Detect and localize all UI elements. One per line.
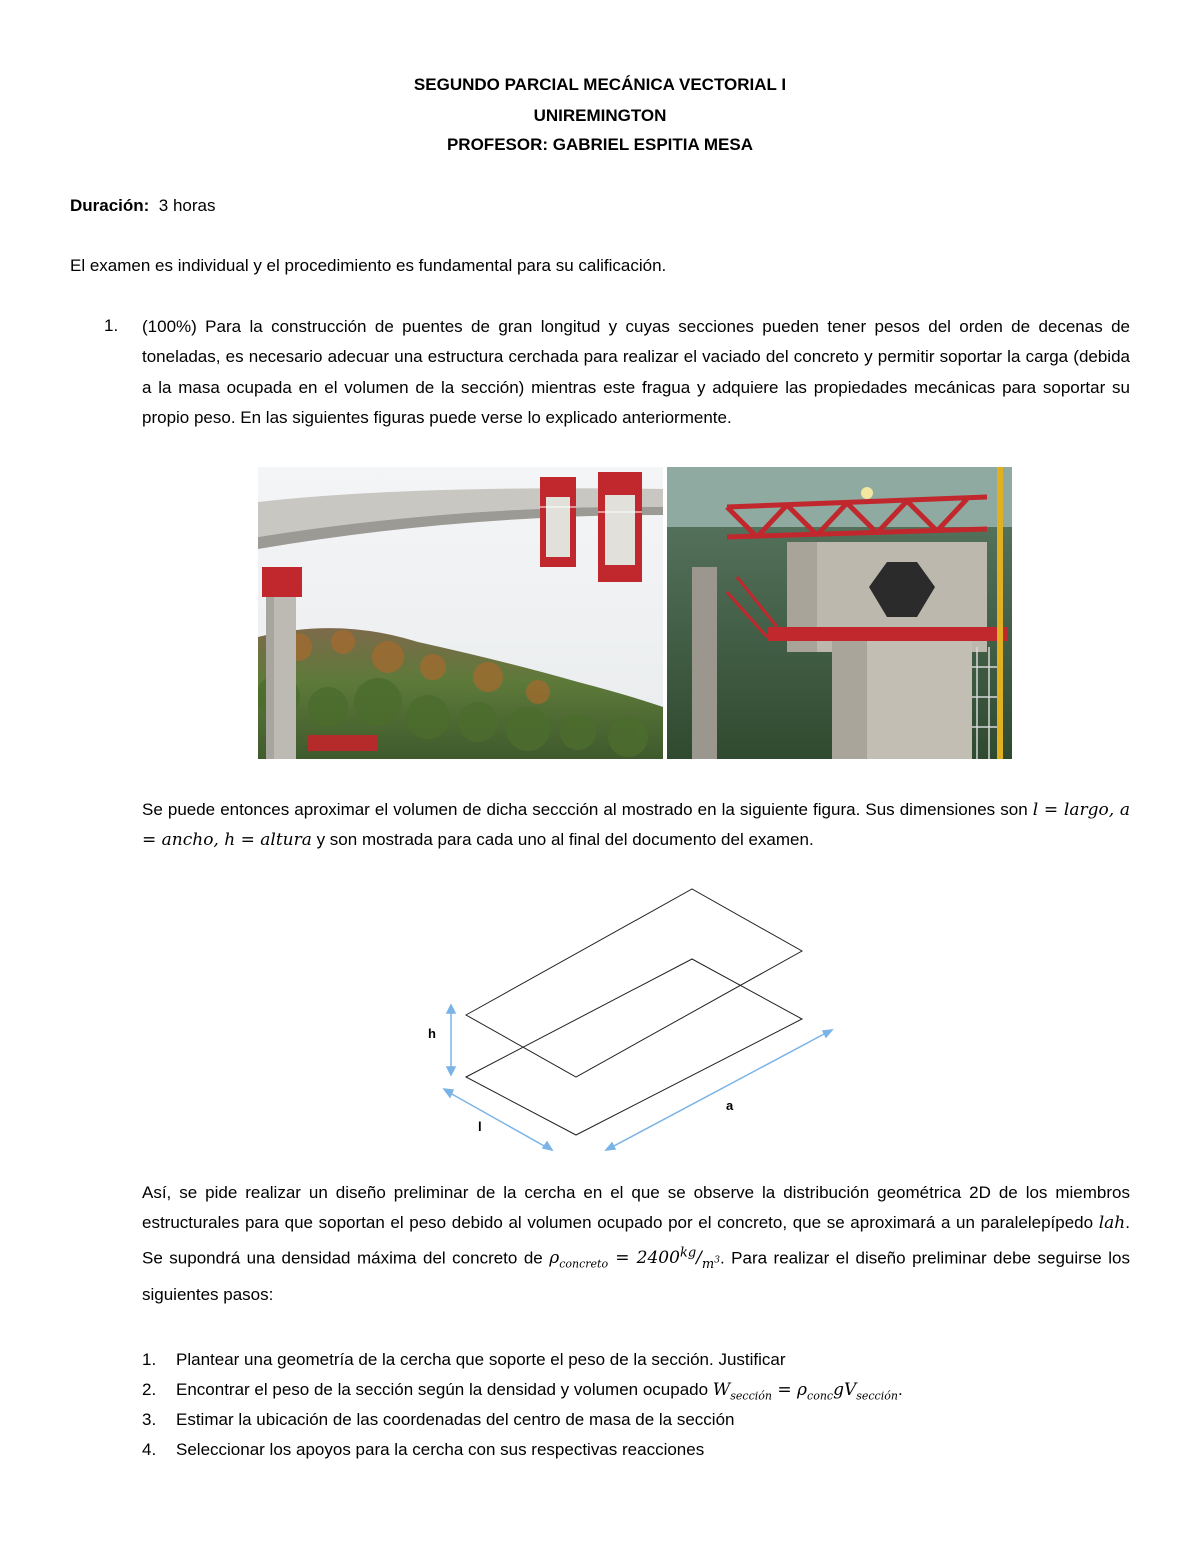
section-text-part1: Se puede entonces aproximar el volumen de dicha seccción al mostrado en la siguiente figura. Sus dimensiones son <box>142 800 1033 819</box>
question-number: 1. <box>104 316 119 335</box>
intro-text: El examen es individual y el procedimiento es fundamental para su calificación. <box>70 256 667 275</box>
width-arrow <box>606 1030 832 1150</box>
duration-label: Duración: <box>70 196 150 215</box>
professor-name: PROFESOR: GABRIEL ESPITIA MESA <box>446 135 754 154</box>
design-text-part3: . Para realizar el diseño preliminar debe seguirse los siguientes pasos: <box>142 1248 1130 1305</box>
section-text-part2: y son mostrada para cada uno al final del documento del examen. <box>311 830 814 850</box>
label-h: h <box>428 1026 436 1041</box>
design-text-part2: . Se supondrá una densidad máxima del concreto de <box>142 1213 1130 1268</box>
question-text: (100%) Para la construcción de puentes de gran longitud y cuyas secciones pueden tener pesos del orden de decenas de toneladas, es necesario adecuar una estructura cerchada para realizar el vaciado del concreto y permitir soportar la carga (debida a la masa ocupada en el volumen de la sección) mientras este fragua y adquiere las propiedades mecánicas para soportar su propio peso. En las siguientes figuras puede verse lo explicado anteriormente. <box>142 317 1130 428</box>
section-dimensions-math: l = largo, a = ancho, h = altura <box>142 800 1130 851</box>
section-description <box>142 795 1130 856</box>
density-formula: $\rho_{concreto} = 2400^{kg}/_{m^3}$ <box>549 1245 720 1272</box>
design-instructions <box>142 1178 1130 1311</box>
duration-value: 3 horas <box>158 196 216 215</box>
bridge-cantilever-photo <box>258 467 663 759</box>
height-arrow <box>447 1005 455 1075</box>
exam-page: SEGUNDO PARCIAL MECÁNICA VECTORIAL I UNIREMINGTON PROFESOR: GABRIEL ESPITIA MESA Duración: 3 horas El examen es individual y el procedimiento es fundamental para su calificación. 1. (100%) Para la construcción de puentes de gran longitud y cuyas secciones pueden tener pesos del orden de decenas de toneladas, es necesario adecuar una estructura cerchada para realizar el vaciado del concreto y permitir soportar la carga (debida a la masa ocupada en el volumen de la sección) mientras este fragua y adquiere las propiedades mecánicas para soportar su propio peso. En las siguientes figuras puede verse lo explicado anteriormente. Se puede entonces aproximar el volumen de dicha seccción al mostrado en la siguiente figura. Sus dimensiones son l = largo, a = ancho, h = altura y son mostrada para cada uno al final del documento del examen. h a l Así, se pide realizar un diseño preliminar de la cercha en el que se observe la distribución geométrica 2D de los miembros estructurales para que soportan el peso debido al volumen ocupado por el concreto, que se aproximará a un paralelepípedo lah. Se supondrá una densidad máxima del concreto de $\rho_{concreto} = 2400^{kg}/_{m^3}$. Para realizar el diseño preliminar debe seguirse los siguientes pasos: 1. Plantear una geometría de la cercha que soporte el peso de la sección. Justificar 2. Encontrar el peso de la sección según la densidad y volumen ocupado $W_{sección} = \rho_{conc}gV_{sección}$. 3. Estimar la ubicación de las coordenadas del centro de masa de la sección 4. Seleccionar los apoyos para la cercha con sus respectivas reacciones <box>0 0 1200 1553</box>
institution-name: UNIREMINGTON <box>533 106 667 125</box>
exam-title: SEGUNDO PARCIAL MECÁNICA VECTORIAL I <box>413 75 787 94</box>
duration-line <box>70 196 216 216</box>
lah-math: lah <box>1098 1213 1126 1234</box>
label-l: l <box>478 1119 482 1134</box>
label-a: a <box>726 1098 734 1113</box>
length-arrow <box>444 1089 552 1150</box>
pier-formwork-photo <box>667 467 1012 759</box>
design-text-part1: Así, se pide realizar un diseño preliminar de la cercha en el que se observe la distribución geométrica 2D de los miembros estructurales para que soportan el peso debido al volumen ocupado por el concreto, que se aproximará a un paralelepípedo <box>142 1183 1130 1233</box>
paralelepiped-diagram <box>420 885 840 1155</box>
